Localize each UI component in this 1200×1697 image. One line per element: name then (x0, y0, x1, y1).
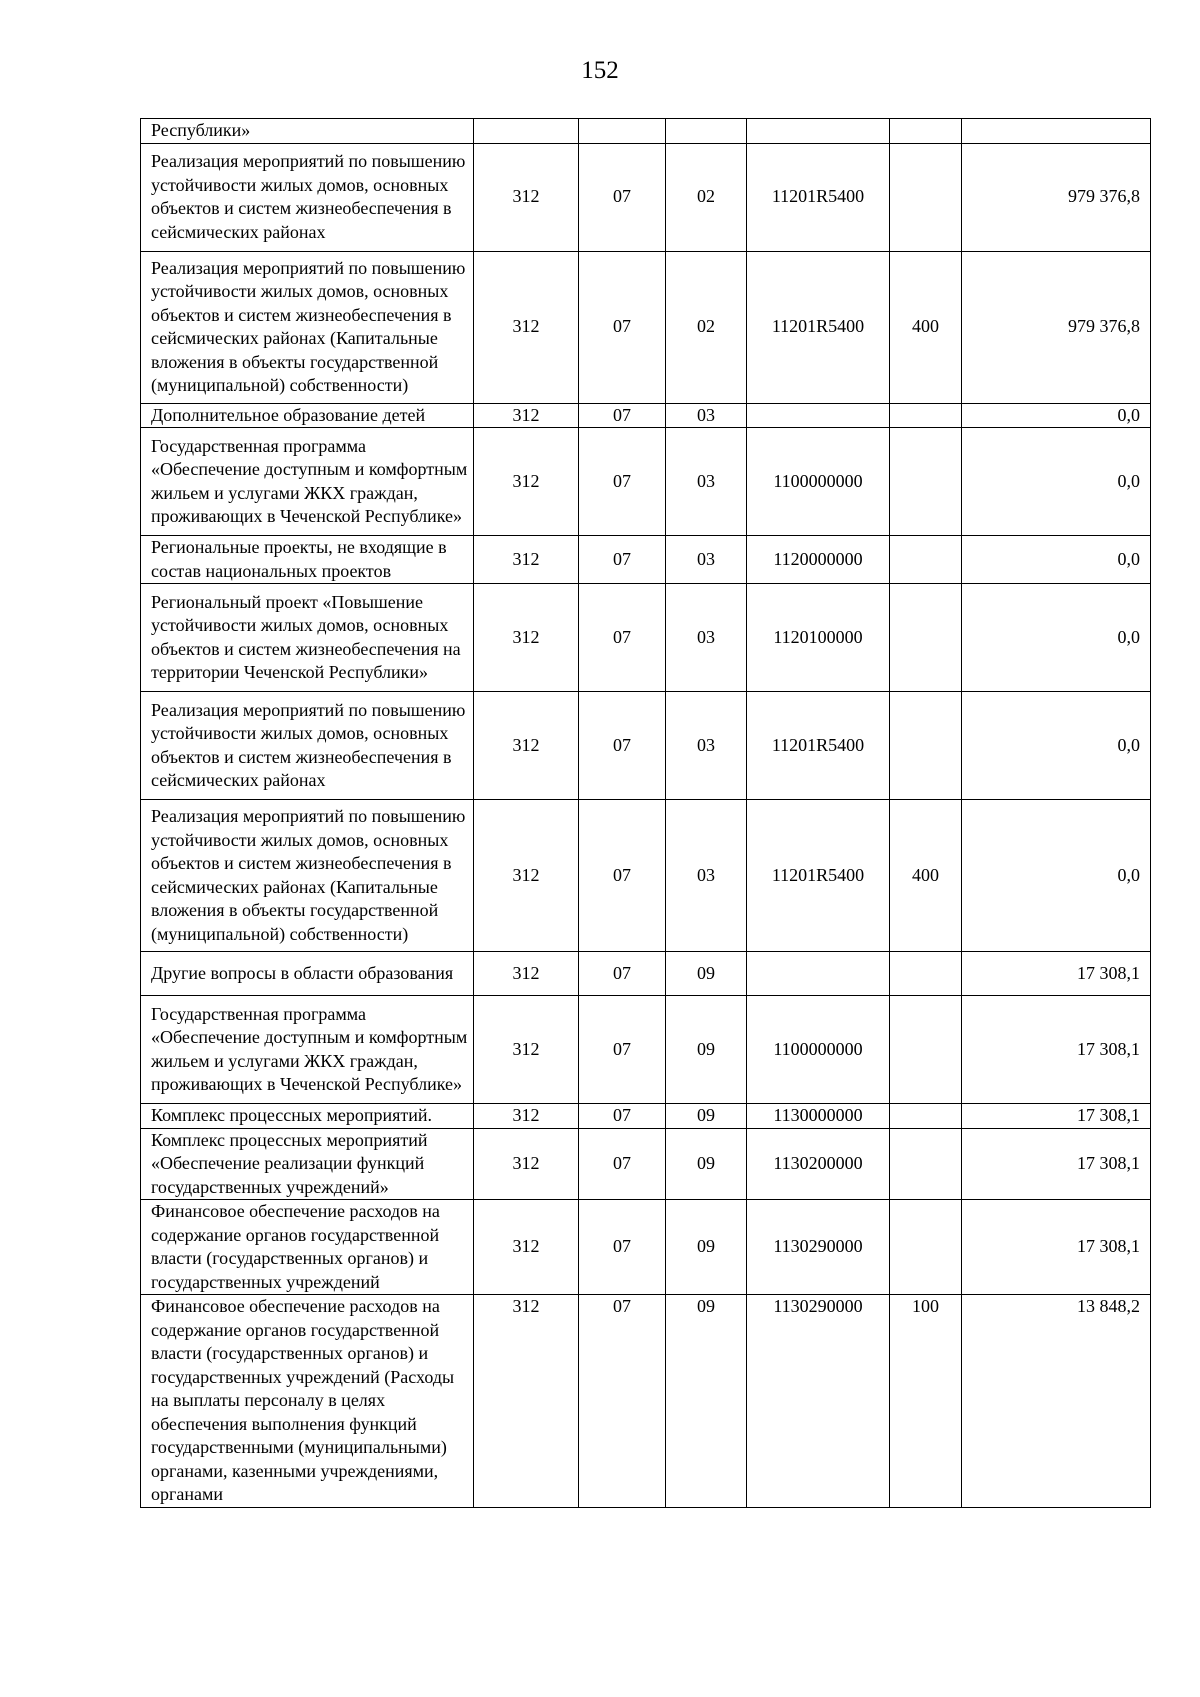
section-code-cell: 07 (579, 403, 666, 428)
target-article-cell: 1130290000 (747, 1200, 890, 1295)
section-code-cell: 07 (579, 251, 666, 403)
subsection-code-cell: 09 (666, 1295, 747, 1508)
expense-type-cell: 400 (890, 251, 962, 403)
amount-cell: 979 376,8 (962, 251, 1151, 403)
subsection-code-cell: 03 (666, 800, 747, 952)
row-name-cell: Государственная программа «Обеспечение доступным и комфортным жильем и услугами ЖКХ граждан, проживающих в Чеченской Республике» (141, 996, 474, 1104)
row-name-cell: Дополнительное образование детей (141, 403, 474, 428)
section-code-cell: 07 (579, 584, 666, 692)
table-row (141, 428, 1151, 536)
expense-type-cell (890, 428, 962, 536)
target-article-cell: 11201R5400 (747, 143, 890, 251)
section-code-cell: 07 (579, 996, 666, 1104)
amount-cell: 17 308,1 (962, 996, 1151, 1104)
expense-type-cell (890, 119, 962, 144)
page-number: 152 (581, 57, 619, 84)
table-row (141, 403, 1151, 428)
section-code-cell: 07 (579, 1104, 666, 1129)
expense-type-cell (890, 692, 962, 800)
ministry-code-cell: 312 (474, 1200, 579, 1295)
target-article-cell: 1120000000 (747, 536, 890, 584)
table-row (141, 952, 1151, 996)
amount-cell: 979 376,8 (962, 143, 1151, 251)
row-name-cell: Реализация мероприятий по повышению устойчивости жилых домов, основных объектов и систем жизнеобеспечения в сейсмических районах (141, 692, 474, 800)
target-article-cell (747, 952, 890, 996)
ministry-code-cell: 312 (474, 1128, 579, 1200)
amount-cell (962, 119, 1151, 144)
amount-cell: 17 308,1 (962, 1200, 1151, 1295)
expense-type-cell (890, 1200, 962, 1295)
target-article-cell (747, 403, 890, 428)
section-code-cell: 07 (579, 1128, 666, 1200)
subsection-code-cell (666, 119, 747, 144)
subsection-code-cell: 09 (666, 1104, 747, 1129)
subsection-code-cell: 09 (666, 1200, 747, 1295)
table-row (141, 119, 1151, 144)
ministry-code-cell: 312 (474, 996, 579, 1104)
amount-cell: 0,0 (962, 403, 1151, 428)
ministry-code-cell: 312 (474, 143, 579, 251)
ministry-code-cell: 312 (474, 800, 579, 952)
table-row (141, 800, 1151, 952)
section-code-cell: 07 (579, 952, 666, 996)
amount-cell: 0,0 (962, 584, 1151, 692)
row-name-cell: Республики» (141, 119, 474, 144)
table-row (141, 1104, 1151, 1129)
ministry-code-cell: 312 (474, 428, 579, 536)
table-row (141, 692, 1151, 800)
ministry-code-cell: 312 (474, 584, 579, 692)
table-row (141, 996, 1151, 1104)
target-article-cell: 11201R5400 (747, 692, 890, 800)
row-name-cell: Реализация мероприятий по повышению устойчивости жилых домов, основных объектов и систем жизнеобеспечения в сейсмических районах (Капитальные вложения в объекты государственной (муниципальной) собственности) (141, 800, 474, 952)
row-name-cell: Государственная программа «Обеспечение доступным и комфортным жильем и услугами ЖКХ граждан, проживающих в Чеченской Республике» (141, 428, 474, 536)
amount-cell: 17 308,1 (962, 1128, 1151, 1200)
section-code-cell: 07 (579, 692, 666, 800)
table-row (141, 584, 1151, 692)
ministry-code-cell (474, 119, 579, 144)
amount-cell: 17 308,1 (962, 1104, 1151, 1129)
table-row (141, 143, 1151, 251)
expense-type-cell: 100 (890, 1295, 962, 1508)
expense-type-cell (890, 143, 962, 251)
target-article-cell (747, 119, 890, 144)
ministry-code-cell: 312 (474, 251, 579, 403)
section-code-cell: 07 (579, 800, 666, 952)
section-code-cell: 07 (579, 536, 666, 584)
row-name-cell: Реализация мероприятий по повышению устойчивости жилых домов, основных объектов и систем жизнеобеспечения в сейсмических районах (141, 143, 474, 251)
row-name-cell: Реализация мероприятий по повышению устойчивости жилых домов, основных объектов и систем жизнеобеспечения в сейсмических районах (Капитальные вложения в объекты государственной (муниципальной) собственности) (141, 251, 474, 403)
table-row (141, 536, 1151, 584)
budget-table (140, 118, 1151, 1508)
row-name-cell: Региональный проект «Повышение устойчивости жилых домов, основных объектов и систем жизнеобеспечения на территории Чеченской Республики» (141, 584, 474, 692)
table-row (141, 1128, 1151, 1200)
target-article-cell: 1100000000 (747, 428, 890, 536)
target-article-cell: 1120100000 (747, 584, 890, 692)
ministry-code-cell: 312 (474, 952, 579, 996)
amount-cell: 0,0 (962, 536, 1151, 584)
expense-type-cell (890, 952, 962, 996)
subsection-code-cell: 03 (666, 536, 747, 584)
expense-type-cell (890, 1128, 962, 1200)
section-code-cell: 07 (579, 428, 666, 536)
subsection-code-cell: 03 (666, 584, 747, 692)
row-name-cell: Комплекс процессных мероприятий. (141, 1104, 474, 1129)
row-name-cell: Региональные проекты, не входящие в состав национальных проектов (141, 536, 474, 584)
amount-cell: 0,0 (962, 428, 1151, 536)
subsection-code-cell: 02 (666, 143, 747, 251)
expense-type-cell (890, 1104, 962, 1129)
subsection-code-cell: 03 (666, 428, 747, 536)
subsection-code-cell: 03 (666, 692, 747, 800)
table-row (141, 1200, 1151, 1295)
section-code-cell (579, 119, 666, 144)
budget-table-body (141, 119, 1151, 1508)
subsection-code-cell: 09 (666, 1128, 747, 1200)
amount-cell: 0,0 (962, 692, 1151, 800)
target-article-cell: 11201R5400 (747, 800, 890, 952)
target-article-cell: 1100000000 (747, 996, 890, 1104)
row-name-cell: Комплекс процессных мероприятий «Обеспечение реализации функций государственных учреждений» (141, 1128, 474, 1200)
ministry-code-cell: 312 (474, 692, 579, 800)
expense-type-cell (890, 536, 962, 584)
target-article-cell: 11201R5400 (747, 251, 890, 403)
subsection-code-cell: 09 (666, 996, 747, 1104)
target-article-cell: 1130290000 (747, 1295, 890, 1508)
section-code-cell: 07 (579, 143, 666, 251)
ministry-code-cell: 312 (474, 536, 579, 584)
table-row (141, 251, 1151, 403)
subsection-code-cell: 03 (666, 403, 747, 428)
expense-type-cell (890, 584, 962, 692)
ministry-code-cell: 312 (474, 1295, 579, 1508)
amount-cell: 13 848,2 (962, 1295, 1151, 1508)
row-name-cell: Другие вопросы в области образования (141, 952, 474, 996)
target-article-cell: 1130000000 (747, 1104, 890, 1129)
row-name-cell: Финансовое обеспечение расходов на содержание органов государственной власти (государственных органов) и государственных учреждений (141, 1200, 474, 1295)
amount-cell: 0,0 (962, 800, 1151, 952)
expense-type-cell: 400 (890, 800, 962, 952)
section-code-cell: 07 (579, 1295, 666, 1508)
subsection-code-cell: 02 (666, 251, 747, 403)
ministry-code-cell: 312 (474, 403, 579, 428)
expense-type-cell (890, 403, 962, 428)
target-article-cell: 1130200000 (747, 1128, 890, 1200)
table-row (141, 1295, 1151, 1508)
expense-type-cell (890, 996, 962, 1104)
row-name-cell: Финансовое обеспечение расходов на содержание органов государственной власти (государственных органов) и государственных учреждений (Расходы на выплаты персоналу в целях обеспечения выполнения функций государственными (муниципальными) органами, казенными учреждениями, органами (141, 1295, 474, 1508)
subsection-code-cell: 09 (666, 952, 747, 996)
amount-cell: 17 308,1 (962, 952, 1151, 996)
ministry-code-cell: 312 (474, 1104, 579, 1129)
section-code-cell: 07 (579, 1200, 666, 1295)
